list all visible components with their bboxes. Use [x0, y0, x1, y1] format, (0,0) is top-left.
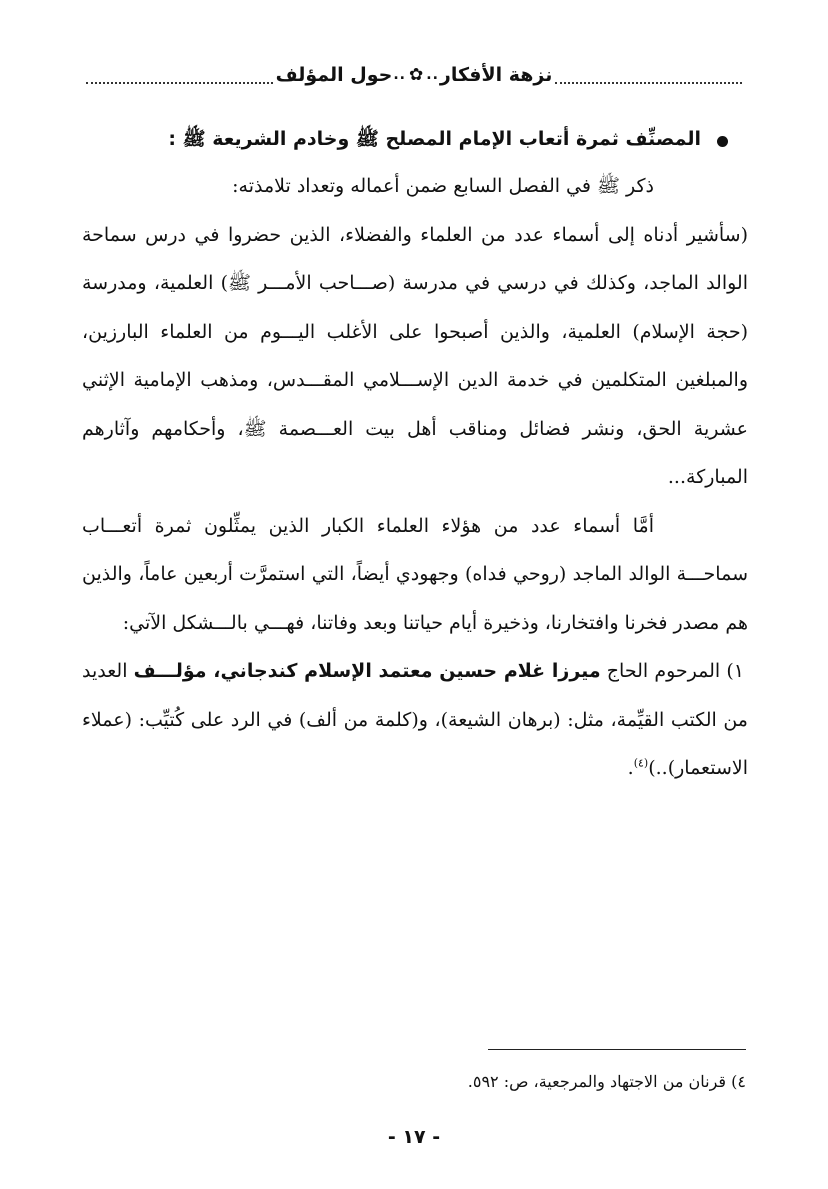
list-item-description: العديد من الكتب القيِّمة، مثل: (برهان الشيعة)، و(كلمة من ألف) في الرد على كُتيِّب: (عملاء الاستعمار)..) [82, 660, 748, 779]
header-chapter-title: حول المؤلف [275, 64, 393, 86]
header-separator: .. [426, 67, 439, 83]
footnote-reference[interactable]: (٤) [633, 756, 649, 770]
flower-ornament-icon: ✿ [409, 65, 424, 85]
bullet-icon [717, 136, 728, 147]
footnote-divider [488, 1049, 746, 1050]
footnote: ٤) قرنان من الاجتهاد والمرجعية، ص: ٥٩٢. [467, 1072, 746, 1091]
section-heading-text: المصنِّف ثمرة أتعاب الإمام المصلح ﷺ وخادم الشريعة ﷺ : [168, 128, 701, 150]
running-header [86, 58, 742, 92]
scholar-name: ميرزا غلام حسين معتمد الإسلام كندجاني، مؤلـــف [133, 660, 601, 682]
header-title [273, 64, 556, 86]
paragraph-intro: ذكر ﷺ في الفصل السابع ضمن أعماله وتعداد تلامذته: [232, 175, 654, 197]
header-dots-left [86, 82, 273, 84]
section-heading [82, 120, 748, 162]
list-item-number: ١) [726, 660, 744, 682]
header-book-title: نزهة الأفكار [439, 64, 553, 86]
paragraph-quote: (سأشير أدناه إلى أسماء عدد من العلماء والفضلاء، الذين حضروا في درس سماحة الوالد الماجد، وكذلك في درسي في مدرسة (صـــاحب الأمـــر ﷺ) العلمية، ومدرسة (حجة الإسلام) العلمية، والذين أصبحوا على الأغلب اليـــوم من العلماء البارزين، والمبلغين المتكلمين في خدمة الدين الإســـلامي المقـــدس، ومذهب الإمامية الإثني عشرية الحق، ونشر فضائل ومناقب أهل بيت العـــصمة ﷺ، وأحكامهم وآثارهم المباركة... [82, 223, 748, 488]
page-number: - ١٧ - [387, 1126, 441, 1148]
list-item-end: . [627, 757, 634, 779]
list-item-prefix: المرحوم الحاج [606, 660, 721, 682]
header-dots-right [555, 82, 742, 84]
list-item [82, 647, 748, 793]
main-text [82, 120, 748, 793]
header-separator-2: .. [393, 67, 406, 83]
paragraph-names-intro: أمَّا أسماء عدد من هؤلاء العلماء الكبار الذين يمثِّلون ثمرة أتعـــاب سماحـــة الوالد الماجد (روحي فداه) وجهودي أيضاً، التي استمرَّت أربعين عاماً، والذين هم مصدر فخرنا وافتخارنا، وذخيرة أيام حياتنا وبعد وفاتنا، فهـــي بالـــشكل الآتي: [82, 514, 748, 634]
